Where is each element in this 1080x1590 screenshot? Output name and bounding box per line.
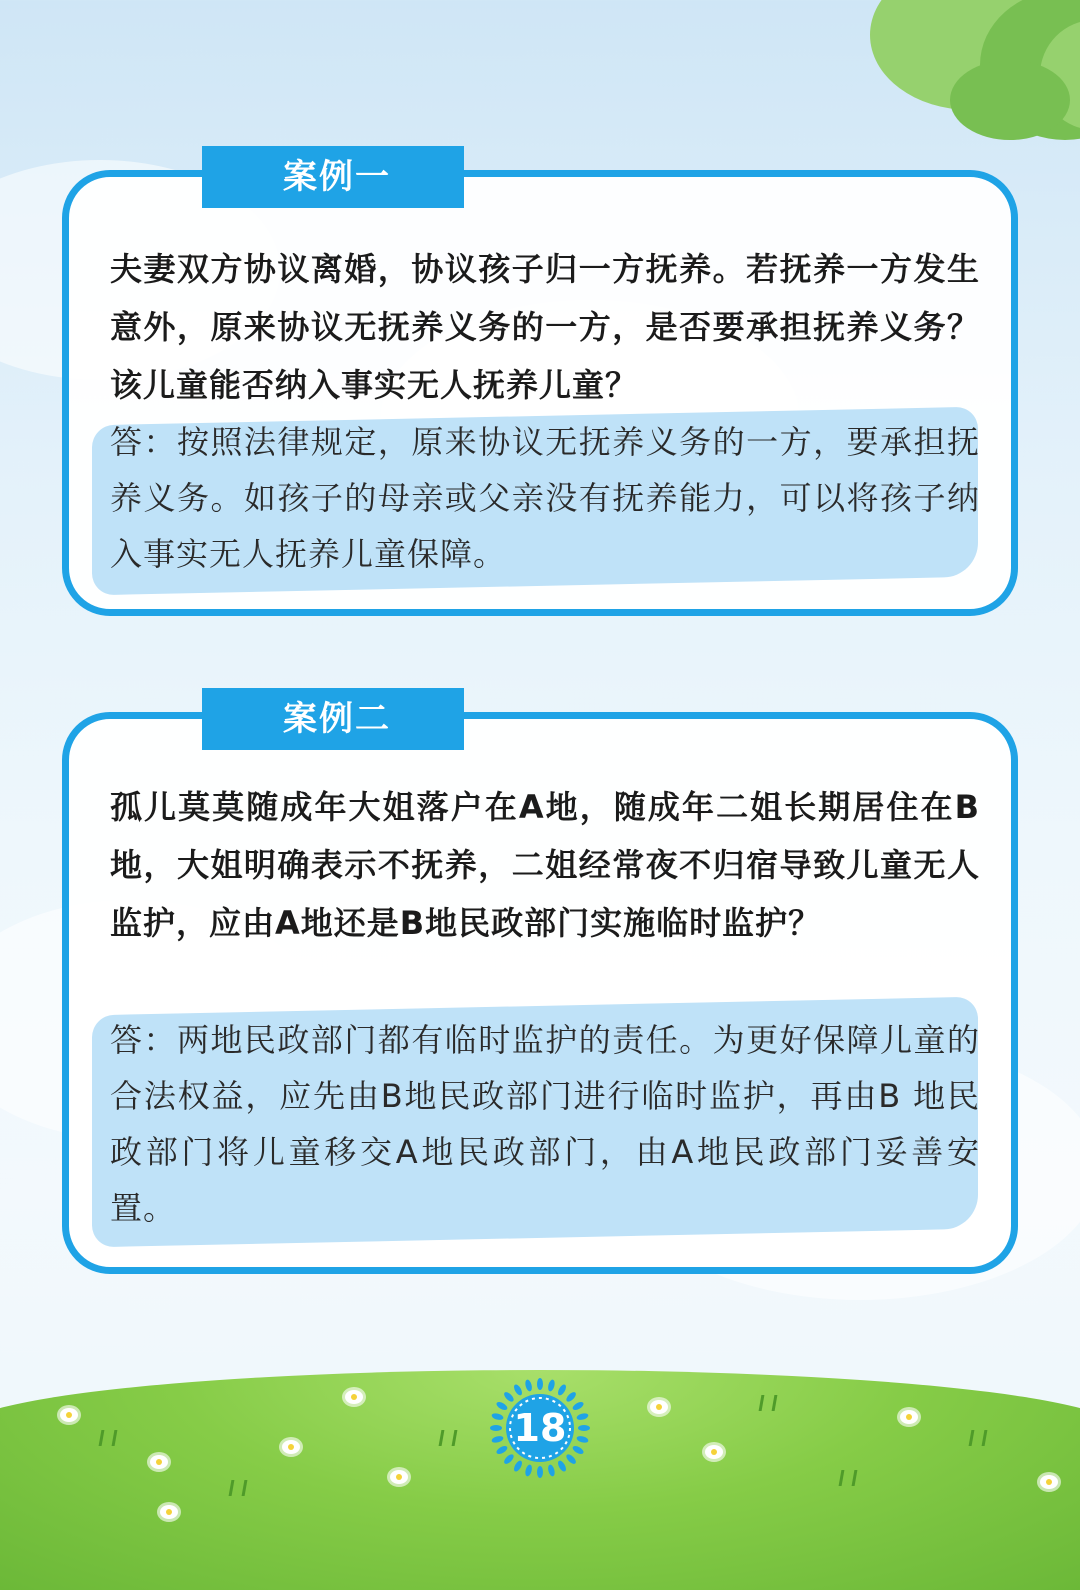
tree-foliage-illustration [810,0,1080,160]
daisy-icon [345,1390,363,1404]
case-1-title: 案例一 [210,146,464,208]
grass-tuft-icon [759,1395,778,1411]
daisy-icon [1040,1475,1058,1489]
grass-tuft-icon [229,1480,248,1496]
grass-tuft-icon [99,1430,118,1446]
daisy-icon [705,1445,723,1459]
daisy-icon [60,1408,78,1422]
grass-tuft-icon [839,1470,858,1486]
grass-tuft-icon [969,1430,988,1446]
daisy-icon [650,1400,668,1414]
page-number-badge [488,1376,592,1480]
daisy-icon [900,1410,918,1424]
case-1-question: 夫妻双方协议离婚，协议孩子归一方抚养。若抚养一方发生意外，原来协议无抚养义务的一方，是否要承担抚养义务？该儿童能否纳入事实无人抚养儿童？ [110,250,980,404]
daisy-icon [390,1470,408,1484]
daisy-icon [160,1505,178,1519]
page-number: 18 [513,1406,567,1450]
case-2-answer: 答：两地民政部门都有临时监护的责任。为更好保障儿童的合法权益，应先由B地民政部门进行临时监护，再由B 地民政部门将儿童移交A地民政部门，由A地民政部门妥善安置。 [110,1021,980,1227]
case-1-answer: 答：按照法律规定，原来协议无抚养义务的一方，要承担抚养义务。如孩子的母亲或父亲没有抚养能力，可以将孩子纳入事实无人抚养儿童保障。 [110,423,980,573]
grass-tuft-icon [439,1430,458,1446]
daisy-icon [150,1455,168,1469]
case-2-question: 孤儿莫莫随成年大姐落户在A地，随成年二姐长期居住在B地，大姐明确表示不抚养，二姐经常夜不归宿导致儿童无人监护，应由A地还是B地民政部门实施临时监护？ [110,788,980,942]
case-2-title: 案例二 [210,688,464,750]
daisy-icon [282,1440,300,1454]
